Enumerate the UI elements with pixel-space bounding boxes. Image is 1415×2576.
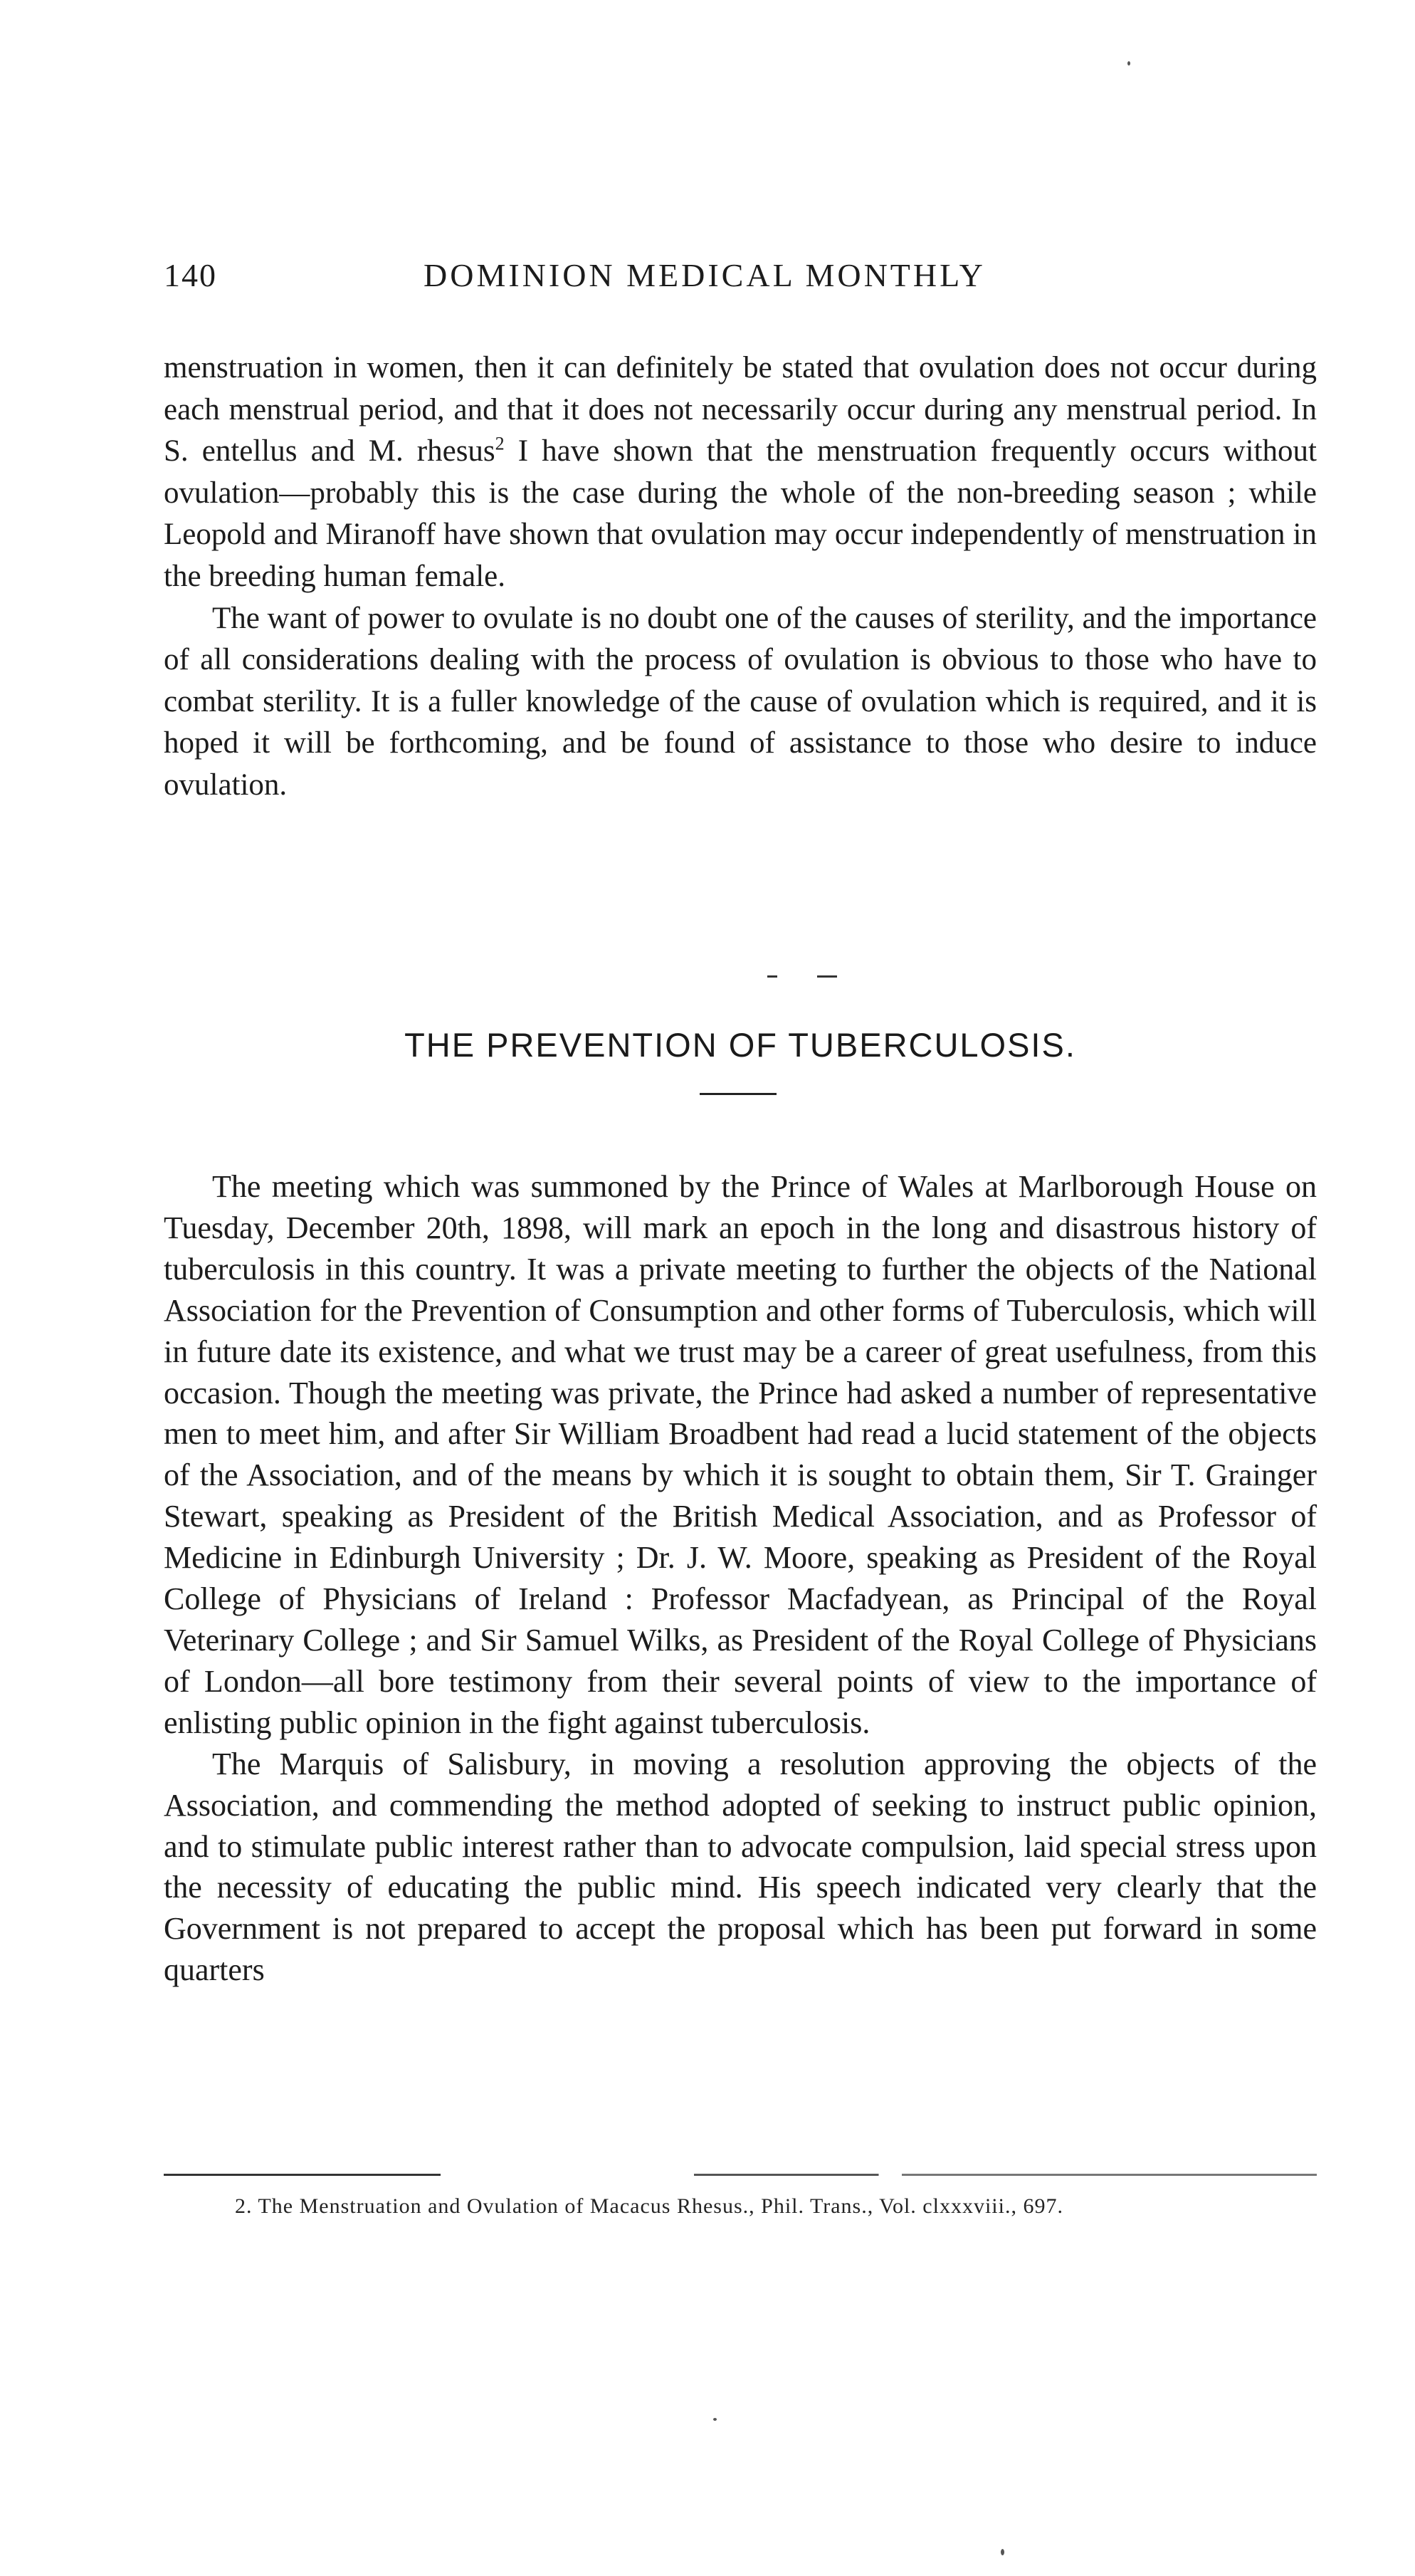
page-number: 140 bbox=[164, 257, 217, 293]
footnote-marker: 2 bbox=[495, 433, 505, 454]
article-title: THE PREVENTION OF TUBERCULOSIS. bbox=[404, 1026, 1076, 1064]
title-rule bbox=[700, 1093, 777, 1095]
scan-speck bbox=[1127, 61, 1130, 66]
paragraph-text: menstruation in women, then it can definitely be stated that ovulation does not occur during each menstrual period, and that it does not necessarily occur during any menstrual period. In S. entellus and M. rhesus bbox=[164, 351, 1317, 468]
journal-title: DOMINION MEDICAL MONTHLY bbox=[424, 257, 986, 293]
paragraph-text: I have shown that the menstruation frequently occurs without ovulation—probably this is the case during the whole of the non-breeding season ; while Leopold and Miranoff have shown that ovulation may occur independently of menstruation in the breeding human female. bbox=[164, 434, 1317, 593]
scan-speck bbox=[1001, 2549, 1004, 2555]
article-body bbox=[164, 1166, 1317, 1991]
paragraph: The meeting which was summoned by the Prince of Wales at Marlborough House on Tuesday, December 20th, 1898, will mark an epoch in the long and disastrous history of tuberculosis in this country. It was a private meeting to further the objects of the National Association for the Prevention of Consumption and other forms of Tuberculosis, which will in future date its existence, and what we trust may be a career of great usefulness, from this occasion. Though the meeting was private, the Prince had asked a number of representative men to meet him, and after Sir William Broadbent had read a lucid statement of the objects of the Association, and of the means by which it is sought to obtain them, Sir T. Grainger Stewart, speaking as President of the British Medical Association, and as Professor of Medicine in Edinburgh University ; Dr. J. W. Moore, speaking as President of the Royal College of Physicians of Ireland : Professor Macfadyean, as Principal of the Royal Veterinary College ; and Sir Samuel Wilks, as President of the Royal College of Physicians of London—all bore testimony from their several points of view to the importance of enlisting public opinion in the fight against tuberculosis. bbox=[164, 1169, 1317, 1740]
footnote: 2. The Menstruation and Ovulation of Macacus Rhesus., Phil. Trans., Vol. clxxxviii., 697. bbox=[235, 2194, 1063, 2218]
section-divider bbox=[767, 975, 846, 978]
paragraph bbox=[164, 347, 1317, 598]
paragraph: The want of power to ovulate is no doubt one of the causes of sterility, and the importance of all considerations dealing with the process of ovulation is obvious to those who have to combat sterility. It is a fuller knowledge of the cause of ovulation which is required, and it is hoped it will be forthcoming, and be found of assistance to those who desire to induce ovulation. bbox=[164, 601, 1317, 802]
paragraph: The Marquis of Salisbury, in moving a resolution approving the objects of the Association, and commending the method adopted of seeking to instruct public opinion, and to stimulate public interest rather than to advocate compulsion, laid special stress upon the necessity of educating the public mind. His speech indicated very clearly that the Government is not prepared to accept the proposal which has been put forward in some quarters bbox=[164, 1746, 1317, 1988]
running-head bbox=[164, 256, 1317, 306]
scan-speck bbox=[713, 2418, 717, 2421]
continued-text bbox=[164, 347, 1317, 807]
footnote-rule bbox=[164, 2174, 1317, 2176]
